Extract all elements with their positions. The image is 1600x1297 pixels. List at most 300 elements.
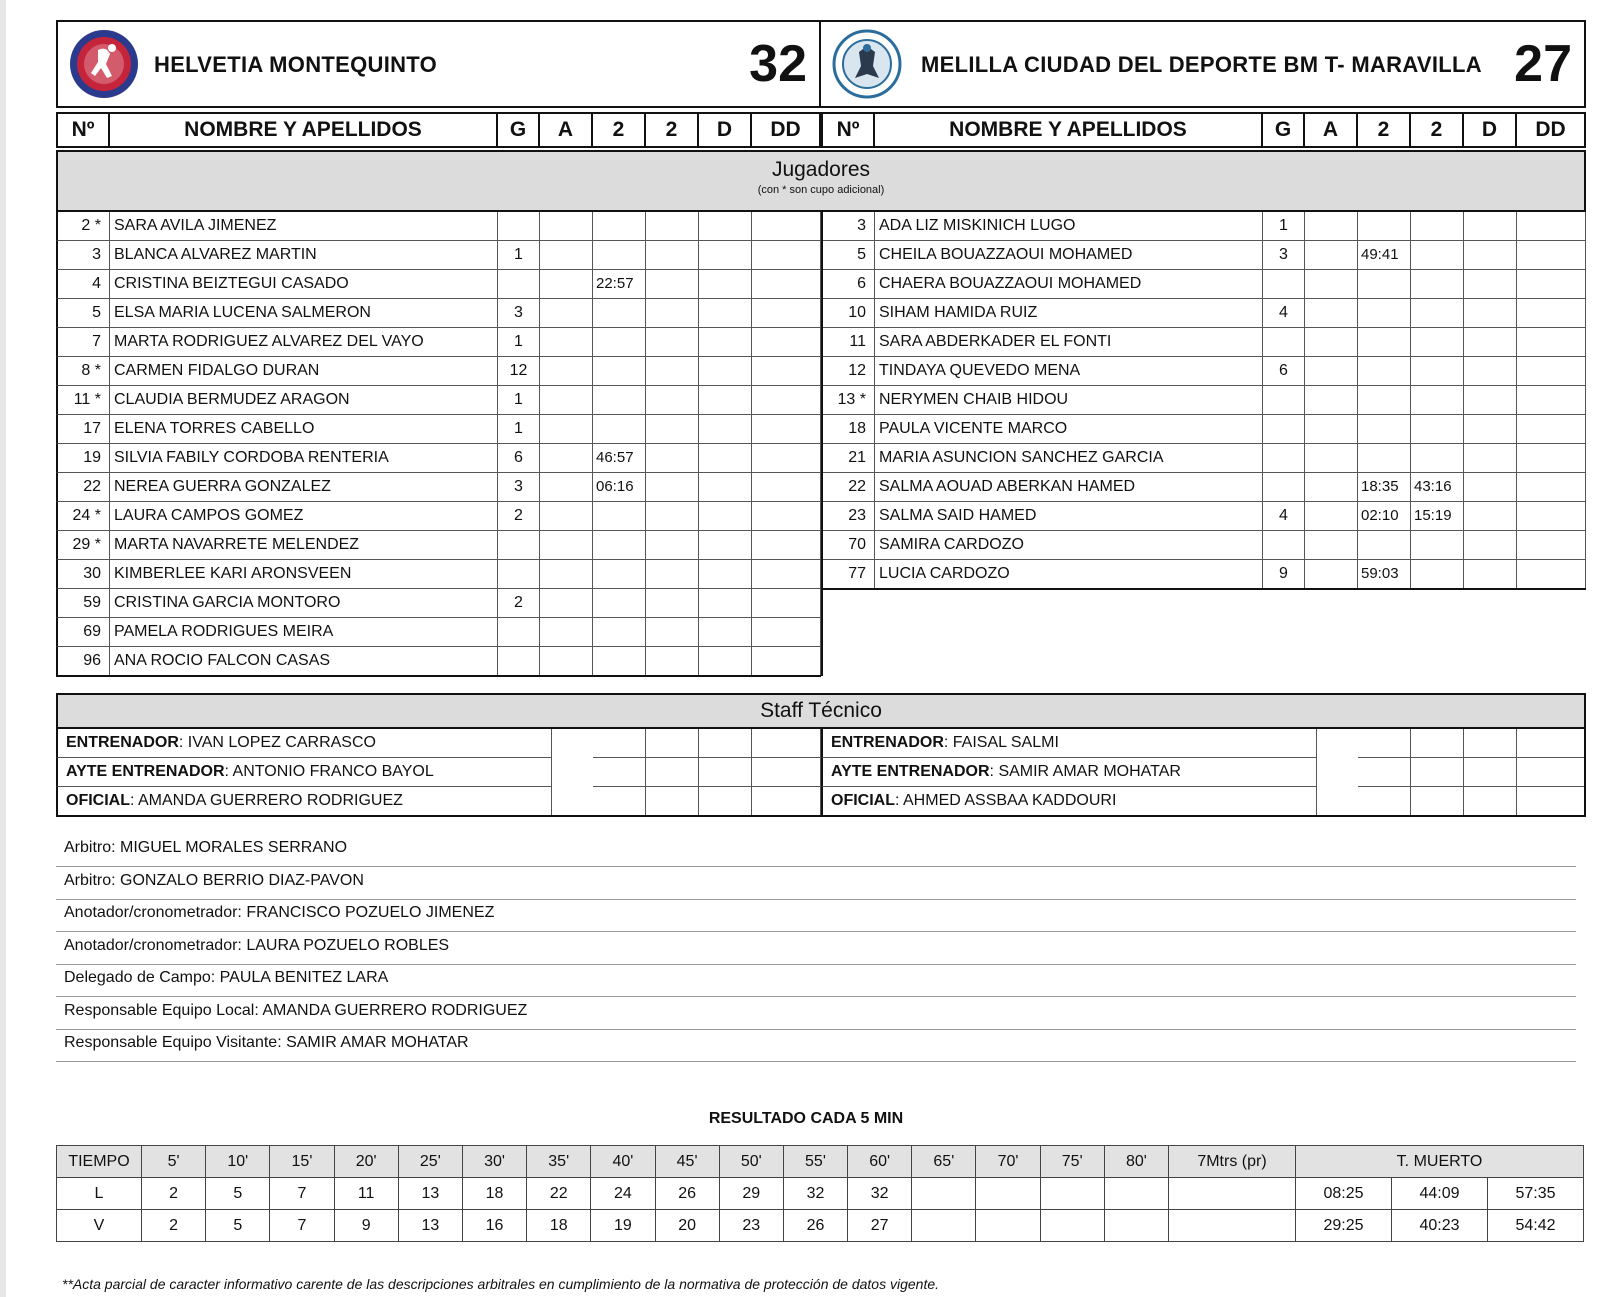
- player-d-cell: [1464, 357, 1517, 386]
- player-a-cell: [540, 589, 593, 618]
- player-a-cell: [540, 357, 593, 386]
- player-e2-cell: [1411, 212, 1464, 241]
- players-section-note: (con * son cupo adicional): [757, 184, 885, 196]
- player-dd-cell: [752, 589, 821, 618]
- player-g-cell: [498, 270, 540, 299]
- table-row: [56, 531, 821, 560]
- table-row: [821, 386, 1586, 415]
- player-dd-cell: [752, 415, 821, 444]
- player-e1-cell: [593, 386, 646, 415]
- player-name-cell: SARA ABDERKADER EL FONTI: [875, 328, 1263, 357]
- player-e2-cell: [646, 299, 699, 328]
- staff-role: AYTE ENTRENADOR: [831, 763, 990, 780]
- player-d-cell: [1464, 241, 1517, 270]
- official-line: Responsable Equipo Local: AMANDA GUERRERO RODRIGUEZ: [56, 998, 1576, 1030]
- player-e1-cell: [1358, 328, 1411, 357]
- table-row: [56, 502, 821, 531]
- results-timeout-cell: 40:23: [1392, 1210, 1488, 1242]
- results-time-header: 50': [719, 1146, 783, 1178]
- player-e2-cell: [1411, 386, 1464, 415]
- player-num-cell: 5: [821, 241, 875, 270]
- player-a-cell: [1305, 299, 1358, 328]
- staff-section-title: Staff Técnico: [760, 699, 882, 722]
- table-row: [821, 560, 1586, 589]
- player-e2-cell: [1411, 357, 1464, 386]
- player-g-cell: 1: [1263, 212, 1305, 241]
- player-dd-cell: [1517, 212, 1586, 241]
- player-a-cell: [1305, 415, 1358, 444]
- player-e2-cell: [646, 647, 699, 676]
- staff-section-band: [56, 693, 1586, 729]
- player-e1-cell: 02:10: [1358, 502, 1411, 531]
- results-score-cell: [976, 1178, 1040, 1210]
- player-dd-cell: [752, 299, 821, 328]
- player-e1-cell: [1358, 415, 1411, 444]
- staff-row: [821, 729, 1586, 758]
- player-d-cell: [699, 531, 752, 560]
- table-row: [821, 444, 1586, 473]
- results-time-label: TIEMPO: [57, 1146, 142, 1178]
- away-team-crest-icon: [831, 28, 903, 100]
- player-e2-cell: [1411, 270, 1464, 299]
- player-e2-cell: [646, 386, 699, 415]
- staff-empty-cell: [752, 729, 821, 758]
- results-time-header: 65': [912, 1146, 976, 1178]
- staff-name: : AHMED ASSBAA KADDOURI: [895, 792, 1117, 809]
- staff-empty-cell: [1358, 729, 1411, 758]
- results-score-cell: [976, 1210, 1040, 1242]
- table-row: [56, 647, 821, 676]
- player-g-cell: 9: [1263, 560, 1305, 589]
- player-name-cell: NERYMEN CHAIB HIDOU: [875, 386, 1263, 415]
- results-7m-header: 7Mtrs (pr): [1169, 1146, 1296, 1178]
- staff-empty-cell: [1464, 758, 1517, 787]
- table-row: [56, 212, 821, 241]
- player-e1-cell: [593, 212, 646, 241]
- col-disqualification: D: [697, 112, 752, 148]
- player-name-cell: CRISTINA GARCIA MONTORO: [110, 589, 498, 618]
- player-e2-cell: [1411, 299, 1464, 328]
- results-score-cell: 20: [655, 1210, 719, 1242]
- player-a-cell: [540, 560, 593, 589]
- player-d-cell: [699, 357, 752, 386]
- results-title: RESULTADO CADA 5 MIN: [708, 1110, 904, 1127]
- player-name-cell: NEREA GUERRA GONZALEZ: [110, 473, 498, 502]
- player-g-cell: 3: [498, 299, 540, 328]
- staff-empty-cell: [1517, 729, 1586, 758]
- player-dd-cell: [1517, 560, 1586, 589]
- away-column-headers: [821, 112, 1586, 148]
- player-d-cell: [1464, 212, 1517, 241]
- player-d-cell: [699, 502, 752, 531]
- official-line: Arbitro: GONZALO BERRIO DIAZ-PAVON: [56, 868, 1576, 900]
- staff-empty-cell: [646, 729, 699, 758]
- player-name-cell: MARTA NAVARRETE MELENDEZ: [110, 531, 498, 560]
- player-g-cell: 6: [1263, 357, 1305, 386]
- player-dd-cell: [1517, 328, 1586, 357]
- results-header-row: [57, 1146, 1584, 1178]
- col-suspension-1: 2: [1356, 112, 1411, 148]
- player-dd-cell: [752, 647, 821, 676]
- results-score-cell: 26: [655, 1178, 719, 1210]
- results-score-cell: 11: [334, 1178, 398, 1210]
- player-a-cell: [1305, 531, 1358, 560]
- staff-member: [821, 729, 1317, 758]
- player-name-cell: CARMEN FIDALGO DURAN: [110, 357, 498, 386]
- staff-empty-cell: [1411, 787, 1464, 816]
- results-score-cell: 23: [719, 1210, 783, 1242]
- staff-name: : AMANDA GUERRERO RODRIGUEZ: [130, 792, 403, 809]
- col-suspension-2: 2: [1409, 112, 1464, 148]
- results-score-cell: 7: [270, 1210, 334, 1242]
- player-name-cell: TINDAYA QUEVEDO MENA: [875, 357, 1263, 386]
- results-time-header: 80': [1104, 1146, 1168, 1178]
- player-e2-cell: [646, 270, 699, 299]
- center-divider: [821, 212, 823, 676]
- player-g-cell: 4: [1263, 502, 1305, 531]
- staff-role: OFICIAL: [66, 792, 130, 809]
- results-score-cell: [1040, 1210, 1104, 1242]
- player-name-cell: BLANCA ALVAREZ MARTIN: [110, 241, 498, 270]
- player-e1-cell: [593, 618, 646, 647]
- staff-member: [821, 758, 1317, 787]
- player-name-cell: MARTA RODRIGUEZ ALVAREZ DEL VAYO: [110, 328, 498, 357]
- player-a-cell: [540, 618, 593, 647]
- player-g-cell: [498, 560, 540, 589]
- player-g-cell: [1263, 473, 1305, 502]
- player-d-cell: [1464, 415, 1517, 444]
- player-e2-cell: [1411, 531, 1464, 560]
- player-d-cell: [699, 560, 752, 589]
- player-a-cell: [540, 328, 593, 357]
- player-g-cell: 2: [498, 502, 540, 531]
- player-g-cell: [498, 647, 540, 676]
- player-d-cell: [699, 212, 752, 241]
- player-d-cell: [699, 270, 752, 299]
- player-e2-cell: [646, 589, 699, 618]
- player-d-cell: [699, 589, 752, 618]
- staff-member: [56, 729, 552, 758]
- player-e1-cell: 46:57: [593, 444, 646, 473]
- staff-member: [56, 787, 552, 816]
- home-rows-bottom-border: [56, 675, 821, 677]
- results-score-cell: 9: [334, 1210, 398, 1242]
- table-row: [821, 357, 1586, 386]
- player-e2-cell: [646, 444, 699, 473]
- away-team-header: [821, 20, 1586, 108]
- staff-name: : ANTONIO FRANCO BAYOL: [224, 763, 434, 780]
- results-score-cell: 2: [142, 1178, 206, 1210]
- results-time-header: 30': [462, 1146, 526, 1178]
- results-7m-cell: [1169, 1178, 1296, 1210]
- player-a-cell: [1305, 212, 1358, 241]
- player-dd-cell: [1517, 357, 1586, 386]
- staff-role: OFICIAL: [831, 792, 895, 809]
- player-d-cell: [1464, 560, 1517, 589]
- player-e1-cell: [1358, 531, 1411, 560]
- player-num-cell: 10: [821, 299, 875, 328]
- table-row: [56, 444, 821, 473]
- player-num-cell: 3: [56, 241, 110, 270]
- staff-empty-cell: [699, 758, 752, 787]
- table-row: [56, 415, 821, 444]
- results-time-header: 70': [976, 1146, 1040, 1178]
- results-time-header: 35': [527, 1146, 591, 1178]
- results-time-header: 75': [1040, 1146, 1104, 1178]
- player-d-cell: [699, 444, 752, 473]
- player-dd-cell: [752, 502, 821, 531]
- player-name-cell: KIMBERLEE KARI ARONSVEEN: [110, 560, 498, 589]
- player-d-cell: [1464, 444, 1517, 473]
- table-row: [56, 270, 821, 299]
- player-a-cell: [1305, 560, 1358, 589]
- player-d-cell: [1464, 502, 1517, 531]
- player-dd-cell: [1517, 241, 1586, 270]
- col-goals: G: [1261, 112, 1305, 148]
- official-line: Anotador/cronometrador: FRANCISCO POZUELO JIMENEZ: [56, 900, 1576, 932]
- results-timeout-cell: 54:42: [1488, 1210, 1584, 1242]
- player-a-cell: [1305, 386, 1358, 415]
- player-dd-cell: [752, 386, 821, 415]
- table-row: [56, 618, 821, 647]
- results-score-cell: [1104, 1210, 1168, 1242]
- player-num-cell: 6: [821, 270, 875, 299]
- roster-table: [56, 20, 1586, 809]
- player-d-cell: [1464, 531, 1517, 560]
- results-score-cell: 32: [848, 1178, 912, 1210]
- player-d-cell: [699, 415, 752, 444]
- player-name-cell: PAMELA RODRIGUES MEIRA: [110, 618, 498, 647]
- player-e2-cell: [646, 618, 699, 647]
- player-g-cell: [1263, 386, 1305, 415]
- player-a-cell: [1305, 241, 1358, 270]
- player-a-cell: [1305, 473, 1358, 502]
- player-g-cell: [1263, 415, 1305, 444]
- results-score-cell: 5: [206, 1210, 270, 1242]
- player-e2-cell: [646, 328, 699, 357]
- player-num-cell: 24 *: [56, 502, 110, 531]
- player-d-cell: [1464, 299, 1517, 328]
- results-time-header: 5': [142, 1146, 206, 1178]
- player-e1-cell: 49:41: [1358, 241, 1411, 270]
- col-num: Nº: [56, 112, 110, 148]
- player-g-cell: 3: [498, 473, 540, 502]
- table-row: [56, 473, 821, 502]
- player-num-cell: 11: [821, 328, 875, 357]
- table-row: [57, 1178, 1584, 1210]
- results-timeout-cell: 44:09: [1392, 1178, 1488, 1210]
- results-score-cell: 32: [783, 1178, 847, 1210]
- player-e1-cell: [593, 241, 646, 270]
- player-g-cell: [1263, 328, 1305, 357]
- staff-role: AYTE ENTRENADOR: [66, 763, 225, 780]
- player-dd-cell: [752, 531, 821, 560]
- player-dd-cell: [1517, 473, 1586, 502]
- player-a-cell: [540, 299, 593, 328]
- player-e2-cell: [1411, 328, 1464, 357]
- player-d-cell: [1464, 328, 1517, 357]
- away-team-score: 27: [1514, 35, 1572, 93]
- player-num-cell: 69: [56, 618, 110, 647]
- results-timeout-cell: 57:35: [1488, 1178, 1584, 1210]
- staff-row: [56, 787, 821, 816]
- results-score-cell: [1104, 1178, 1168, 1210]
- player-e1-cell: [1358, 386, 1411, 415]
- player-dd-cell: [752, 357, 821, 386]
- results-time-header: 10': [206, 1146, 270, 1178]
- col-disqualification-report: DD: [750, 112, 821, 148]
- player-g-cell: 4: [1263, 299, 1305, 328]
- player-d-cell: [699, 386, 752, 415]
- player-g-cell: [1263, 270, 1305, 299]
- player-a-cell: [540, 212, 593, 241]
- staff-empty-cell: [752, 758, 821, 787]
- player-g-cell: 12: [498, 357, 540, 386]
- player-num-cell: 5: [56, 299, 110, 328]
- player-e2-cell: 43:16: [1411, 473, 1464, 502]
- player-name-cell: SALMA SAID HAMED: [875, 502, 1263, 531]
- player-name-cell: SALMA AOUAD ABERKAN HAMED: [875, 473, 1263, 502]
- staff-bottom-border: [821, 815, 1586, 817]
- player-dd-cell: [1517, 270, 1586, 299]
- staff-empty-cell: [699, 729, 752, 758]
- table-row: [56, 386, 821, 415]
- player-g-cell: 1: [498, 415, 540, 444]
- player-name-cell: SILVIA FABILY CORDOBA RENTERIA: [110, 444, 498, 473]
- player-dd-cell: [1517, 531, 1586, 560]
- results-score-cell: [912, 1178, 976, 1210]
- table-row: [821, 212, 1586, 241]
- results-team-label: V: [57, 1210, 142, 1242]
- player-e1-cell: [593, 531, 646, 560]
- results-score-cell: 29: [719, 1178, 783, 1210]
- table-row: [56, 328, 821, 357]
- table-row: [56, 299, 821, 328]
- away-rows-bottom-border: [821, 588, 1586, 590]
- player-dd-cell: [752, 473, 821, 502]
- player-g-cell: 3: [1263, 241, 1305, 270]
- staff-name: : IVAN LOPEZ CARRASCO: [178, 734, 376, 751]
- staff-empty-cell: [593, 758, 646, 787]
- player-num-cell: 29 *: [56, 531, 110, 560]
- player-name-cell: SAMIRA CARDOZO: [875, 531, 1263, 560]
- staff-empty-cell: [699, 787, 752, 816]
- home-team-header: [56, 20, 821, 108]
- player-e1-cell: [593, 328, 646, 357]
- footnote: **Acta parcial de caracter informativo carente de las descripciones arbitrales en cumplimiento de la normativa de protección de datos vigente.: [62, 1276, 940, 1292]
- official-line: Responsable Equipo Visitante: SAMIR AMAR MOHATAR: [56, 1030, 1576, 1062]
- player-g-cell: [1263, 444, 1305, 473]
- results-score-cell: 7: [270, 1178, 334, 1210]
- results-time-header: 40': [591, 1146, 655, 1178]
- player-name-cell: ELENA TORRES CABELLO: [110, 415, 498, 444]
- player-num-cell: 22: [821, 473, 875, 502]
- player-num-cell: 19: [56, 444, 110, 473]
- player-num-cell: 13 *: [821, 386, 875, 415]
- player-e1-cell: [593, 299, 646, 328]
- results-score-cell: 18: [527, 1210, 591, 1242]
- staff-empty-cell: [752, 787, 821, 816]
- players-section-title: Jugadores: [771, 158, 871, 181]
- player-g-cell: 1: [498, 386, 540, 415]
- table-row: [56, 589, 821, 618]
- player-g-cell: [498, 618, 540, 647]
- player-g-cell: 6: [498, 444, 540, 473]
- results-timeout-cell: 29:25: [1296, 1210, 1392, 1242]
- player-dd-cell: [752, 560, 821, 589]
- staff-empty-cell: [646, 787, 699, 816]
- col-suspension-1: 2: [591, 112, 646, 148]
- player-name-cell: ADA LIZ MISKINICH LUGO: [875, 212, 1263, 241]
- player-dd-cell: [752, 270, 821, 299]
- results-score-cell: [1040, 1178, 1104, 1210]
- player-dd-cell: [1517, 415, 1586, 444]
- player-d-cell: [1464, 473, 1517, 502]
- player-num-cell: 17: [56, 415, 110, 444]
- player-num-cell: 2 *: [56, 212, 110, 241]
- table-row: [821, 415, 1586, 444]
- staff-right-border: [1584, 729, 1586, 816]
- staff-empty-cell: [1358, 758, 1411, 787]
- player-e1-cell: [593, 502, 646, 531]
- away-team-name: MELILLA CIUDAD DEL DEPORTE BM T- MARAVILLA: [921, 52, 1482, 77]
- player-num-cell: 18: [821, 415, 875, 444]
- player-name-cell: LAURA CAMPOS GOMEZ: [110, 502, 498, 531]
- player-name-cell: MARIA ASUNCION SANCHEZ GARCIA: [875, 444, 1263, 473]
- player-a-cell: [1305, 357, 1358, 386]
- player-e1-cell: [593, 647, 646, 676]
- results-score-cell: [912, 1210, 976, 1242]
- player-a-cell: [540, 502, 593, 531]
- player-a-cell: [1305, 270, 1358, 299]
- results-score-cell: 22: [527, 1178, 591, 1210]
- player-e2-cell: [646, 473, 699, 502]
- staff-empty-cell: [1358, 787, 1411, 816]
- player-e1-cell: [1358, 212, 1411, 241]
- col-goals: G: [496, 112, 540, 148]
- results-score-cell: 27: [848, 1210, 912, 1242]
- player-d-cell: [699, 647, 752, 676]
- table-row: [821, 299, 1586, 328]
- player-d-cell: [699, 618, 752, 647]
- player-g-cell: 1: [498, 241, 540, 270]
- player-g-cell: [498, 212, 540, 241]
- staff-empty-cell: [1517, 787, 1586, 816]
- staff-row: [821, 787, 1586, 816]
- player-num-cell: 12: [821, 357, 875, 386]
- col-num: Nº: [821, 112, 875, 148]
- results-score-cell: 24: [591, 1178, 655, 1210]
- staff-empty-cell: [1411, 729, 1464, 758]
- player-dd-cell: [1517, 502, 1586, 531]
- player-d-cell: [699, 328, 752, 357]
- results-table: [56, 1145, 1584, 1242]
- player-d-cell: [1464, 270, 1517, 299]
- player-e2-cell: [1411, 444, 1464, 473]
- staff-empty-cell: [1464, 729, 1517, 758]
- player-e1-cell: [1358, 299, 1411, 328]
- player-dd-cell: [752, 241, 821, 270]
- player-num-cell: 8 *: [56, 357, 110, 386]
- player-name-cell: SARA AVILA JIMENEZ: [110, 212, 498, 241]
- player-name-cell: CHAERA BOUAZZAOUI MOHAMED: [875, 270, 1263, 299]
- player-a-cell: [540, 270, 593, 299]
- player-num-cell: 7: [56, 328, 110, 357]
- player-num-cell: 23: [821, 502, 875, 531]
- player-e2-cell: [646, 357, 699, 386]
- player-dd-cell: [752, 618, 821, 647]
- player-name-cell: ANA ROCIO FALCON CASAS: [110, 647, 498, 676]
